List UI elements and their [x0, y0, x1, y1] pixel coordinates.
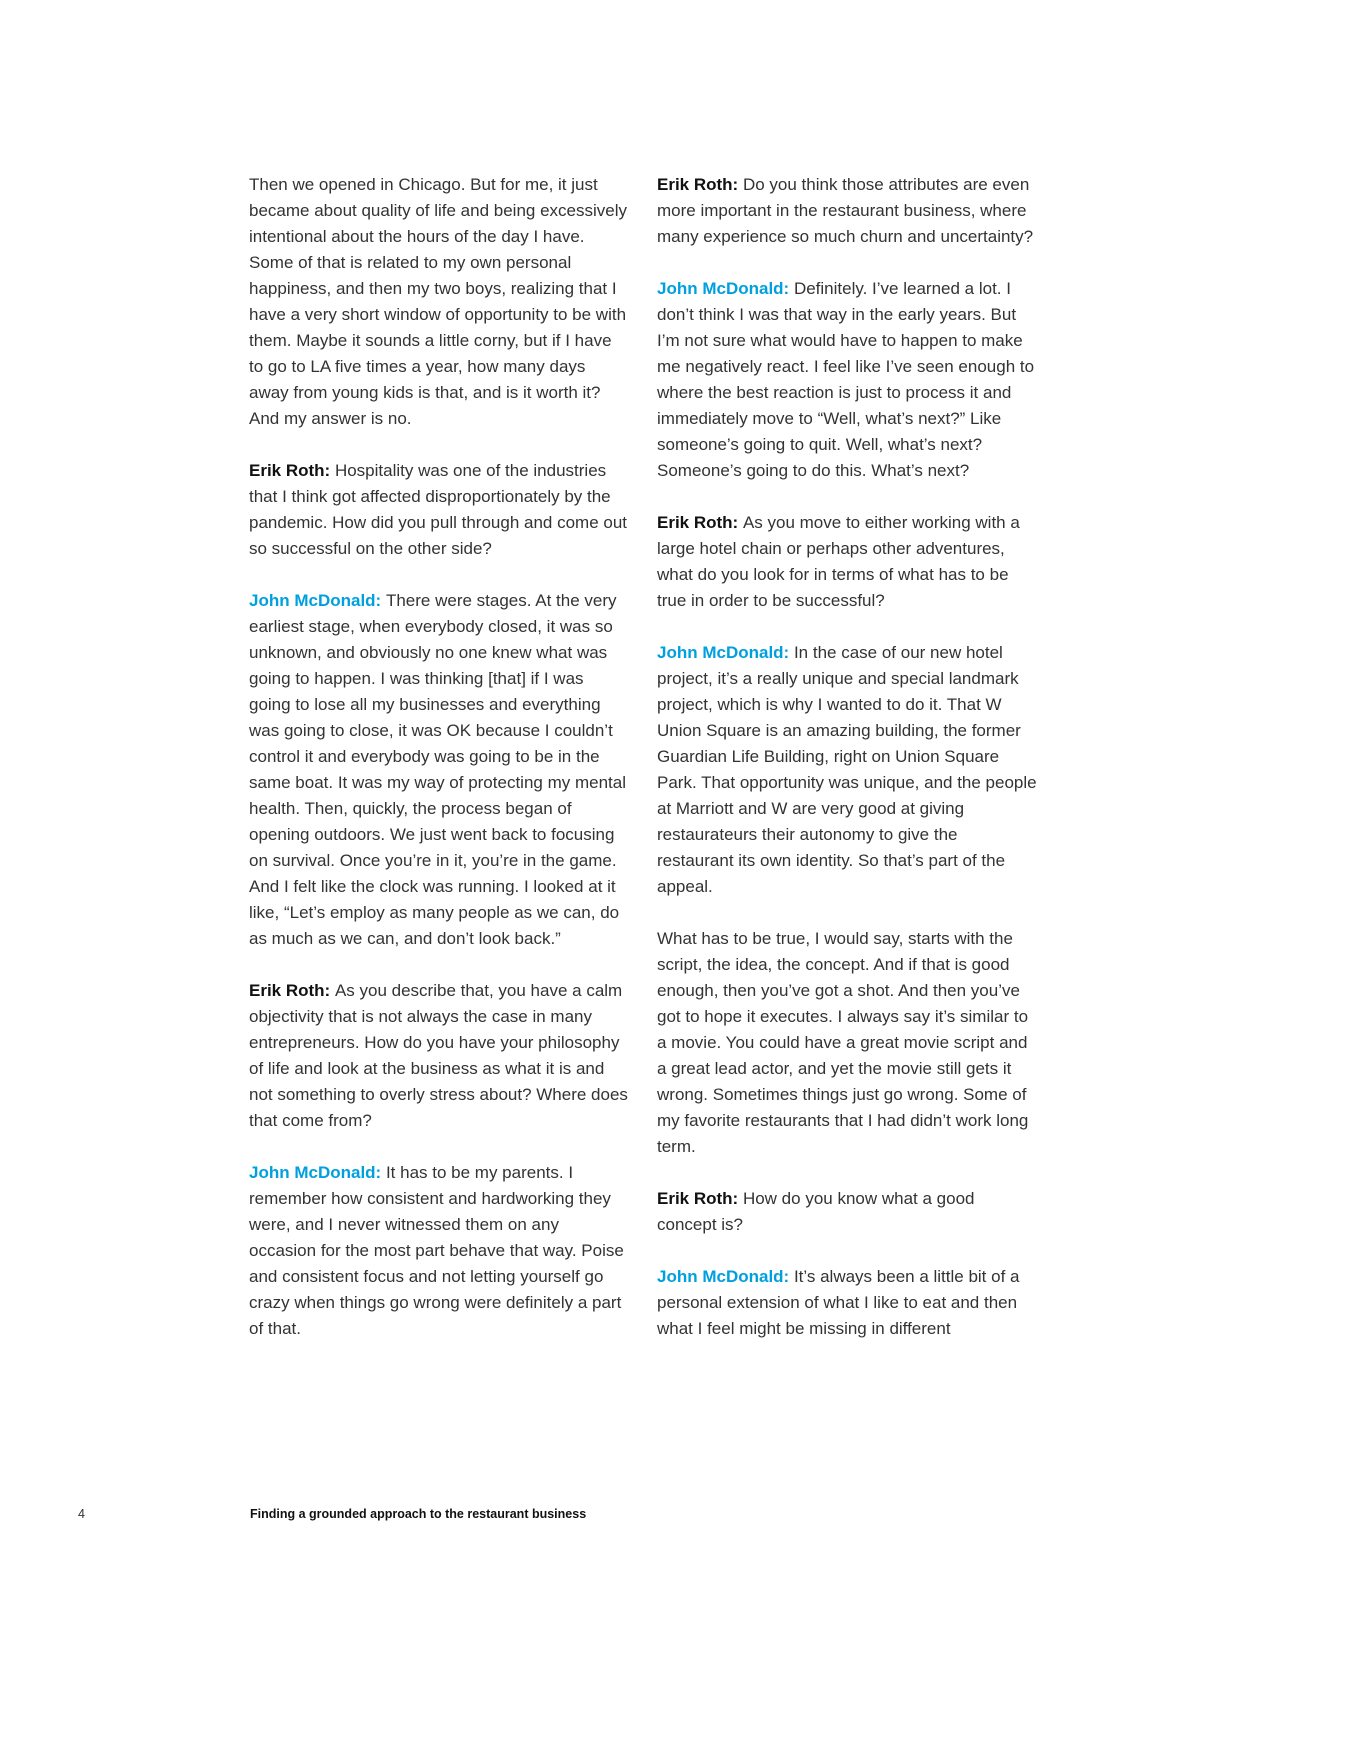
- paragraph: John McDonald: There were stages. At the very earliest stage, when everybody closed, it was so unknown, and obviously no one knew what was going to happen. I was thinking [that] if I was going to lose all my businesses and everything was going to close, it was OK because I couldn’t control it and everybody was going to be in the same boat. It was my way of protecting my mental health. Then, quickly, the process began of opening outdoors. We just went back to focusing on survival. Once you’re in it, you’re in the game. And I felt like the clock was running. I looked at it like, “Let’s employ as many people as we can, do as much as we can, and don’t look back.”: [249, 591, 626, 948]
- paragraph: Erik Roth: As you describe that, you have a calm objectivity that is not always the case in many entrepreneurs. How do you have your philosophy of life and look at the business as what it is and not something to overly stress about? Where does that come from?: [249, 981, 628, 1130]
- paragraph: Erik Roth: As you move to either working with a large hotel chain or perhaps other adventures, what do you look for in terms of what has to be true in order to be successful?: [657, 513, 1020, 610]
- speaker-label: Erik Roth:: [657, 1189, 743, 1208]
- paragraph: John McDonald: It has to be my parents. I remember how consistent and hardworking they were, and I never witnessed them on any occasion for the most part behave that way. Poise and consistent focus and not letting yourself go crazy when things go wrong were definitely a part of that.: [249, 1163, 624, 1338]
- page-number: 4: [78, 1507, 85, 1521]
- paragraph: John McDonald: Definitely. I’ve learned a lot. I don’t think I was that way in the early years. But I’m not sure what would have to happen to make me negatively react. I feel like I’ve seen enough to where the best reaction is just to process it and immediately move to “Well, what’s next?” Like someone’s going to quit. Well, what’s next? Someone’s going to do this. What’s next?: [657, 279, 1035, 480]
- speaker-label: John McDonald:: [657, 1267, 794, 1286]
- paragraph: John McDonald: In the case of our new hotel project, it’s a really unique and special landmark project, which is why I wanted to do it. That W Union Square is an amazing building, the former Guardian Life Building, right on Union Square Park. That opportunity was unique, and the people at Marriott and W are very good at giving restaurateurs their autonomy to give the restaurant its own identity. So that’s part of the appeal.: [657, 643, 1037, 896]
- speaker-label: John McDonald:: [249, 1163, 386, 1182]
- right-column: [657, 172, 1037, 1342]
- speaker-label: Erik Roth:: [249, 461, 335, 480]
- paragraph: What has to be true, I would say, starts with the script, the idea, the concept. And if that is good enough, then you’ve got a shot. And then you’ve got to hope it executes. I always say it’s similar to a movie. You could have a great movie script and a great lead actor, and yet the movie still gets it wrong. Sometimes things just go wrong. Some of my favorite restaurants that I had didn’t work long term.: [657, 929, 1029, 1156]
- speaker-label: John McDonald:: [657, 279, 794, 298]
- speaker-label: John McDonald:: [249, 591, 386, 610]
- paragraph: John McDonald: It’s always been a little bit of a personal extension of what I like to eat and then what I feel might be missing in different: [657, 1267, 1020, 1338]
- paragraph: Erik Roth: Do you think those attributes are even more important in the restaurant business, where many experience so much churn and uncertainty?: [657, 175, 1034, 246]
- speaker-label: Erik Roth:: [249, 981, 335, 1000]
- paragraph: Then we opened in Chicago. But for me, it just became about quality of life and being excessively intentional about the hours of the day I have. Some of that is related to my own personal happiness, and then my two boys, realizing that I have a very short window of opportunity to be with them. Maybe it sounds a little corny, but if I have to go to LA five times a year, how many days away from young kids is that, and is it worth it? And my answer is no.: [249, 175, 628, 428]
- left-column: [249, 172, 629, 1342]
- speaker-label: John McDonald:: [657, 643, 794, 662]
- article-body: [249, 172, 1037, 1342]
- speaker-label: Erik Roth:: [657, 175, 743, 194]
- paragraph: Erik Roth: Hospitality was one of the industries that I think got affected disproportionately by the pandemic. How did you pull through and come out so successful on the other side?: [249, 461, 628, 558]
- footer-title: Finding a grounded approach to the restaurant business: [250, 1507, 587, 1521]
- speaker-label: Erik Roth:: [657, 513, 743, 532]
- paragraph: Erik Roth: How do you know what a good concept is?: [657, 1189, 975, 1234]
